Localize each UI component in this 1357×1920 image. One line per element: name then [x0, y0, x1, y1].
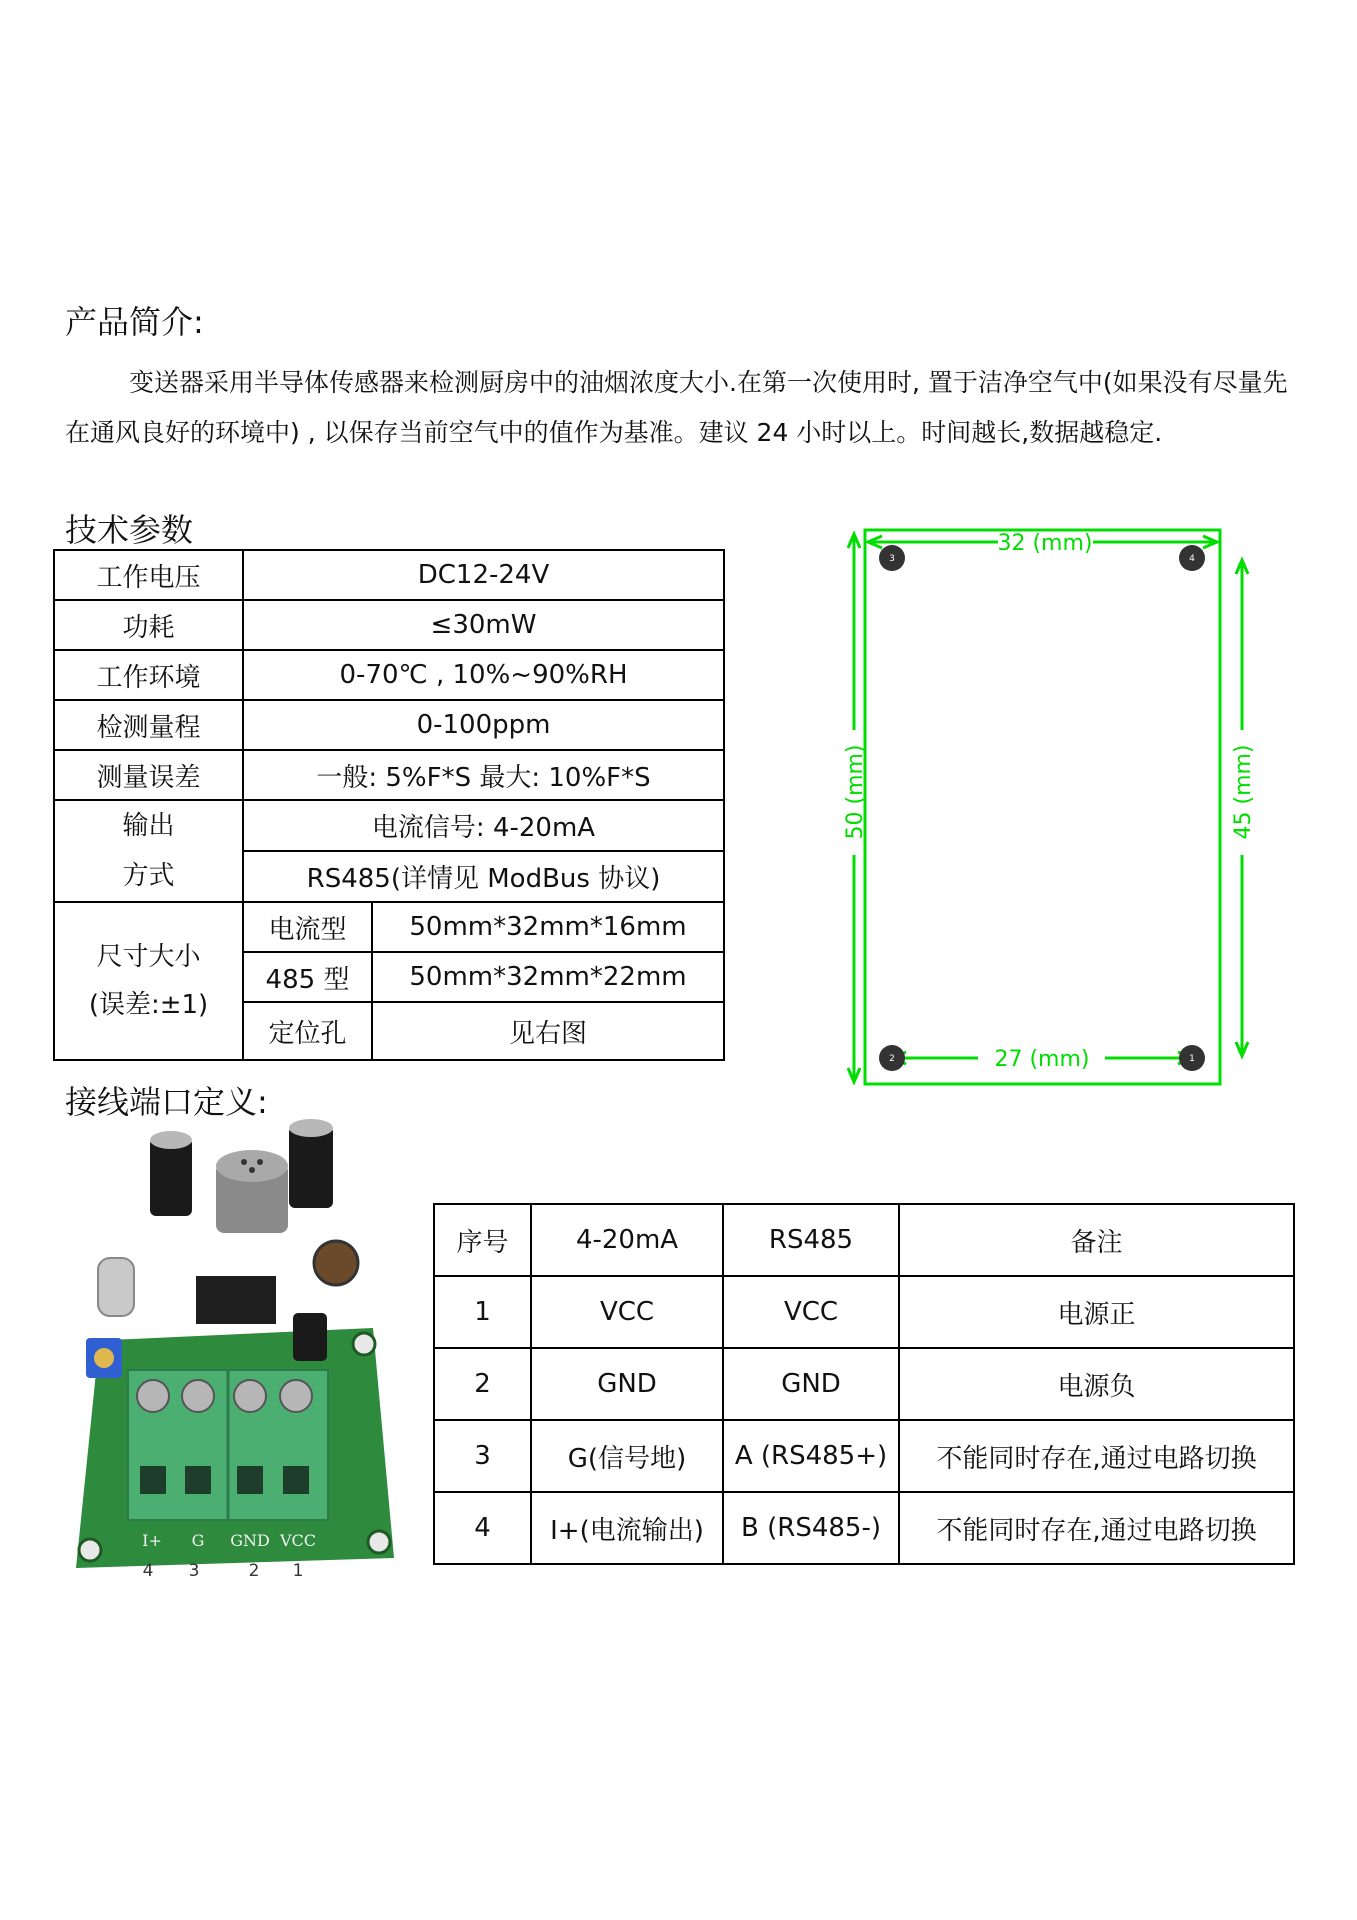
table-row: [434, 1348, 1294, 1420]
output-rs485: RS485(详情见 ModBus 协议): [243, 851, 724, 902]
table-cell: 不能同时存在,通过电路切换: [899, 1420, 1294, 1492]
board-outline: [865, 530, 1220, 1084]
gas-sensor-top: [216, 1150, 288, 1182]
table-cell: G(信号地): [531, 1420, 723, 1492]
size-value: 50mm*32mm*22mm: [372, 952, 724, 1002]
spec-row: [54, 750, 724, 800]
inductor: [314, 1241, 358, 1285]
table-cell: I+(电流输出): [531, 1492, 723, 1564]
board-image: [68, 1118, 398, 1578]
silk-label: VCC: [279, 1531, 317, 1550]
size-type: 定位孔: [243, 1002, 372, 1060]
wiring-heading: 接线端口定义:: [65, 1083, 268, 1121]
capacitor: [289, 1126, 333, 1208]
table-cell: 3: [434, 1420, 531, 1492]
dim-right-label: 45 (mm): [1231, 744, 1256, 840]
column-header: RS485: [723, 1204, 899, 1276]
table-cell: A (RS485+): [723, 1420, 899, 1492]
spec-row: [54, 600, 724, 650]
size-type: 485 型: [243, 952, 372, 1002]
spec-label: 测量误差: [54, 750, 243, 800]
pcb-mount-hole: [353, 1333, 375, 1355]
dim-bottom-label: 27 (mm): [994, 1047, 1090, 1072]
pin-number: 3: [188, 1561, 200, 1578]
table-cell: VCC: [723, 1276, 899, 1348]
size-value: 见右图: [372, 1002, 724, 1060]
table-cell: 2: [434, 1348, 531, 1420]
capacitor-top: [289, 1119, 333, 1137]
spec-label: 检测量程: [54, 700, 243, 750]
column-header: 4-20mA: [531, 1204, 723, 1276]
table-cell: 电源负: [899, 1348, 1294, 1420]
pin-number: 2: [248, 1561, 260, 1578]
spec-row: [54, 550, 724, 600]
spec-row: [54, 700, 724, 750]
intro-text: 变送器采用半导体传感器来检测厨房中的油烟浓度大小.在第一次使用时, 置于洁净空气中(如果没有尽量先在通风良好的环境中) , 以保存当前空气中的值作为基准。建议 24 小时以上。时间越长,数据越稳定.: [65, 368, 1288, 447]
capacitor: [150, 1138, 192, 1216]
dim-left-label: 50 (mm): [843, 744, 868, 840]
capacitor-top: [150, 1131, 192, 1149]
intro-heading: 产品简介:: [65, 303, 204, 341]
specs-heading: 技术参数: [65, 511, 194, 549]
spec-label: 功耗: [54, 600, 243, 650]
table-row: [434, 1420, 1294, 1492]
spec-value: 0-100ppm: [243, 700, 724, 750]
pin-number: 1: [292, 1561, 304, 1578]
column-header: 序号: [434, 1204, 531, 1276]
wiring-header-row: [434, 1204, 1294, 1276]
spec-label: 工作环境: [54, 650, 243, 700]
silk-label: G: [191, 1531, 205, 1550]
silk-label: I+: [142, 1531, 162, 1550]
table-row: [434, 1276, 1294, 1348]
dimension-drawing: [840, 520, 1260, 1100]
size-type: 电流型: [243, 902, 372, 952]
crystal: [98, 1258, 134, 1316]
ic-chip: [196, 1276, 276, 1324]
mount-hole-label: 1: [1189, 1054, 1195, 1064]
table-cell: 电源正: [899, 1276, 1294, 1348]
table-cell: 4: [434, 1492, 531, 1564]
output-label-line2: 方式: [122, 861, 175, 891]
pcb-mount-hole: [79, 1539, 101, 1561]
silk-label: GND: [230, 1531, 270, 1550]
size-value: 50mm*32mm*16mm: [372, 902, 724, 952]
spec-value: ≤30mW: [243, 600, 724, 650]
table-cell: 1: [434, 1276, 531, 1348]
mount-hole-label: 2: [889, 1054, 895, 1064]
dim-top-label: 32 (mm): [997, 531, 1093, 556]
size-label: [54, 902, 243, 1060]
spec-row: [54, 800, 724, 851]
spec-row: [54, 902, 724, 952]
column-header: 备注: [899, 1204, 1294, 1276]
output-label: [54, 800, 243, 902]
potentiometer-knob: [94, 1348, 114, 1368]
pin-number: 4: [142, 1561, 154, 1578]
table-cell: B (RS485-): [723, 1492, 899, 1564]
intro-paragraph: [65, 358, 1295, 458]
output-label-line1: 输出: [122, 811, 175, 841]
size-label-line1: 尺寸大小: [96, 942, 201, 972]
spec-label: 工作电压: [54, 550, 243, 600]
size-label-line2: (误差:±1): [88, 990, 209, 1020]
mount-hole-label: 4: [1189, 554, 1195, 564]
spec-table: [53, 549, 725, 1061]
wiring-table: [433, 1203, 1295, 1565]
spec-value: 0-70℃ , 10%~90%RH: [243, 650, 724, 700]
table-cell: 不能同时存在,通过电路切换: [899, 1492, 1294, 1564]
spec-value: DC12-24V: [243, 550, 724, 600]
spec-value: 一般: 5%F*S 最大: 10%F*S: [243, 750, 724, 800]
table-cell: VCC: [531, 1276, 723, 1348]
spec-row: [54, 650, 724, 700]
capacitor: [293, 1313, 327, 1361]
table-cell: GND: [531, 1348, 723, 1420]
pcb-mount-hole: [368, 1531, 390, 1553]
table-cell: GND: [723, 1348, 899, 1420]
table-row: [434, 1492, 1294, 1564]
output-current: 电流信号: 4-20mA: [243, 800, 724, 851]
mount-hole-label: 3: [889, 554, 895, 564]
